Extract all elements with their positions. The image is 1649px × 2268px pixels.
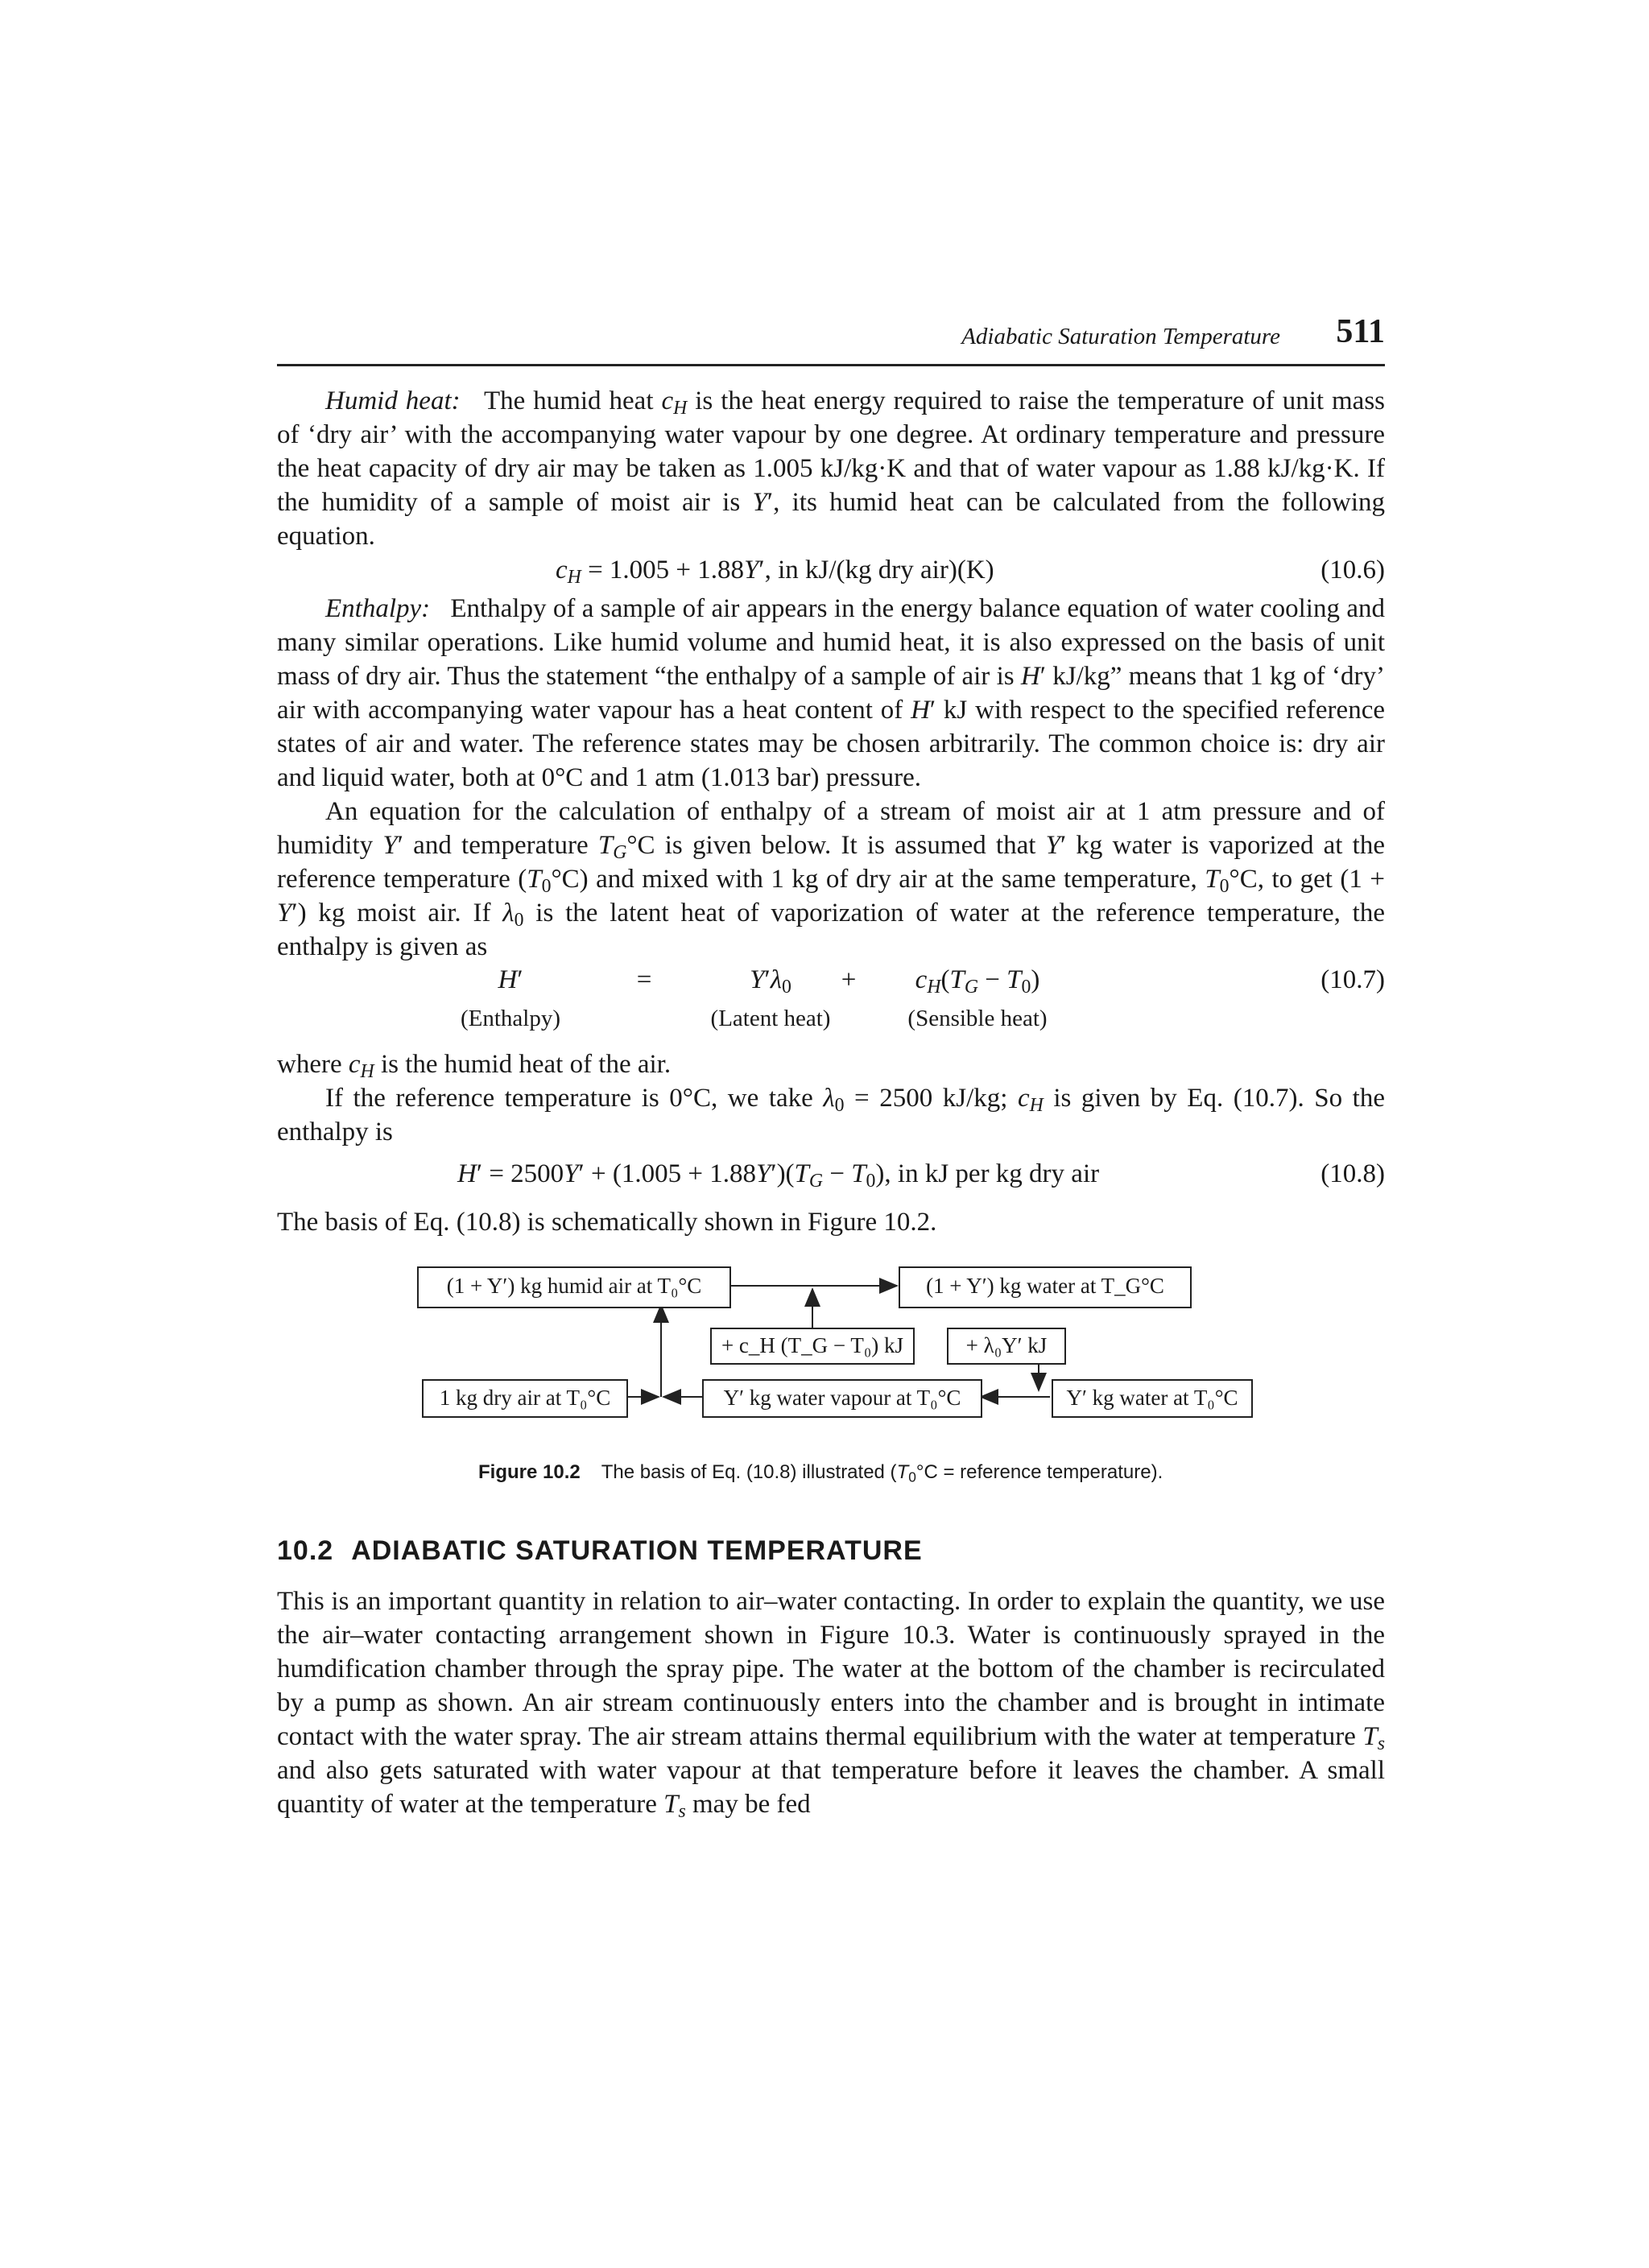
humid-heat-paragraph: Humid heat: The humid heat $c_H$ is the heat energy required to raise the temperature of unit mass of ‘dry air’ with the accompanying water vapour by one degree. At ordinary temperature and pressure the heat capacity of dry air may be taken as 1.005 kJ/kg·K and that of water vapour as 1.88 kJ/kg·K. If the humidity of a sample of moist air is Y′, its humid heat can be calculated from the following equation.	[277, 386, 1386, 551]
water-t0-box	[1052, 1379, 1253, 1418]
equation-10-7: H′ = $Y'\lambda_0$ + $c_H(T_G - T_0)$ (Enthalpy) (Latent heat) (Sensible heat) (10.7)	[277, 964, 1385, 1047]
equation-number: (10.7)	[1320, 965, 1385, 994]
section-heading	[277, 1535, 1385, 1567]
equation-number: (10.6)	[1320, 556, 1385, 585]
equation-number: (10.8)	[1320, 1159, 1385, 1188]
water-vapour-box-label: Y′ kg water vapour at T₀°C	[723, 1386, 961, 1410]
section-number: 10.2	[277, 1535, 334, 1566]
sensible-heat-box-label: + c_H (T_G − T₀) kJ	[721, 1333, 904, 1357]
enthalpy-equation-paragraph: An equation for the calculation of enthalpy of a stream of moist air at 1 atm pressure and of humidity Y′ and temperature $T_G^\circ C$ is given below. It is assumed that Y′ kg water is vaporized at the reference temperature $(T_0^\circ C)$ and mixed with 1 kg of dry air at the same temperature, $T_0^\circ C$, to get (1 + Y′) kg moist air. If $\lambda_0$ is the latent heat of vaporization of water at the reference temperature, the enthalpy is given as	[277, 797, 1385, 961]
enthalpy-lead: Enthalpy:	[325, 594, 431, 623]
water-tg-box-label: (1 + Y′) kg water at T_G°C	[926, 1274, 1164, 1298]
water-vapour-box	[702, 1379, 982, 1418]
section-paragraph: This is an important quantity in relation to air–water contacting. In order to explain the quantity, we use the air–water contacting arrangement shown in Figure 10.3. Water is continuously sprayed in the humdification chamber through the spray pipe. The water at the bottom of the chamber is recirculated by a pump as shown. An air stream continuously enters into the chamber and is brought in intimate contact with the water spray. The air stream attains thermal equilibrium with the water at temperature $T_s$ and also gets saturated with water vapour at that temperature before it leaves the chamber. A small quantity of water at the temperature $T_s$ may be fed	[277, 1587, 1385, 1822]
page	[277, 306, 1385, 1821]
latent-heat-label: (Latent heat)	[710, 1006, 831, 1031]
humid-air-box-label: (1 + Y′) kg humid air at T₀°C	[446, 1274, 702, 1298]
water-tg-box	[899, 1266, 1192, 1308]
figure-caption-label: Figure 10.2	[478, 1461, 581, 1483]
sensible-heat-box	[710, 1328, 915, 1365]
dry-air-box	[422, 1379, 628, 1418]
sensible-heat-label: (Sensible heat)	[907, 1006, 1048, 1031]
enthalpy-label: (Enthalpy)	[460, 1006, 560, 1031]
dry-air-box-label: 1 kg dry air at T₀°C	[439, 1386, 611, 1410]
where-line: where $c_H$ is the humid heat of the air.	[277, 1050, 672, 1082]
figure-caption: Figure 10.2 The basis of Eq. (10.8) illustrated ($T_0^\circ C$ = reference temperature).	[478, 1461, 1163, 1485]
humid-air-box	[417, 1266, 731, 1308]
section-title: ADIABATIC SATURATION TEMPERATURE	[351, 1535, 923, 1566]
page-number: 511	[1336, 313, 1385, 350]
reference-paragraph: If the reference temperature is 0°C, we take $\lambda_0 = 2500$ kJ/kg; $c_H$ is given by Eq. (10.7). So the enthalpy is	[277, 1084, 1385, 1146]
equation-10-8: $H' = 2500Y' + (1.005 + 1.88Y')(T_G - T_0)$, in kJ per kg dry air (10.8)	[277, 1157, 1385, 1205]
running-title: Adiabatic Saturation Temperature	[961, 324, 1280, 349]
figure-10-2	[277, 1262, 1385, 1503]
latent-heat-box-label: + λ₀Y′ kJ	[965, 1333, 1048, 1357]
latent-heat-box	[947, 1328, 1066, 1365]
equation-10-6: $c_H = 1.005 + 1.88Y'$, in kJ/(kg dry air)(K) (10.6)	[277, 553, 1385, 592]
humid-heat-lead: Humid heat:	[325, 386, 461, 415]
basis-line: The basis of Eq. (10.8) is schematically shown in Figure 10.2.	[277, 1208, 937, 1237]
enthalpy-paragraph: Enthalpy: Enthalpy of a sample of air appears in the energy balance equation of water cooling and many similar operations. Like humid volume and humid heat, it is also expressed on the basis of unit mass of dry air. Thus the statement “the enthalpy of a sample of air is H′ kJ/kg” means that 1 kg of ‘dry’ air with accompanying water vapour has a heat content of H′ kJ with respect to the specified reference states of air and water. The reference states may be chosen arbitrarily. The common choice is: dry air and liquid water, both at 0°C and 1 atm (1.013 bar) pressure.	[277, 594, 1386, 792]
running-header	[277, 306, 1385, 366]
water-t0-box-label: Y′ kg water at T₀°C	[1066, 1386, 1238, 1410]
